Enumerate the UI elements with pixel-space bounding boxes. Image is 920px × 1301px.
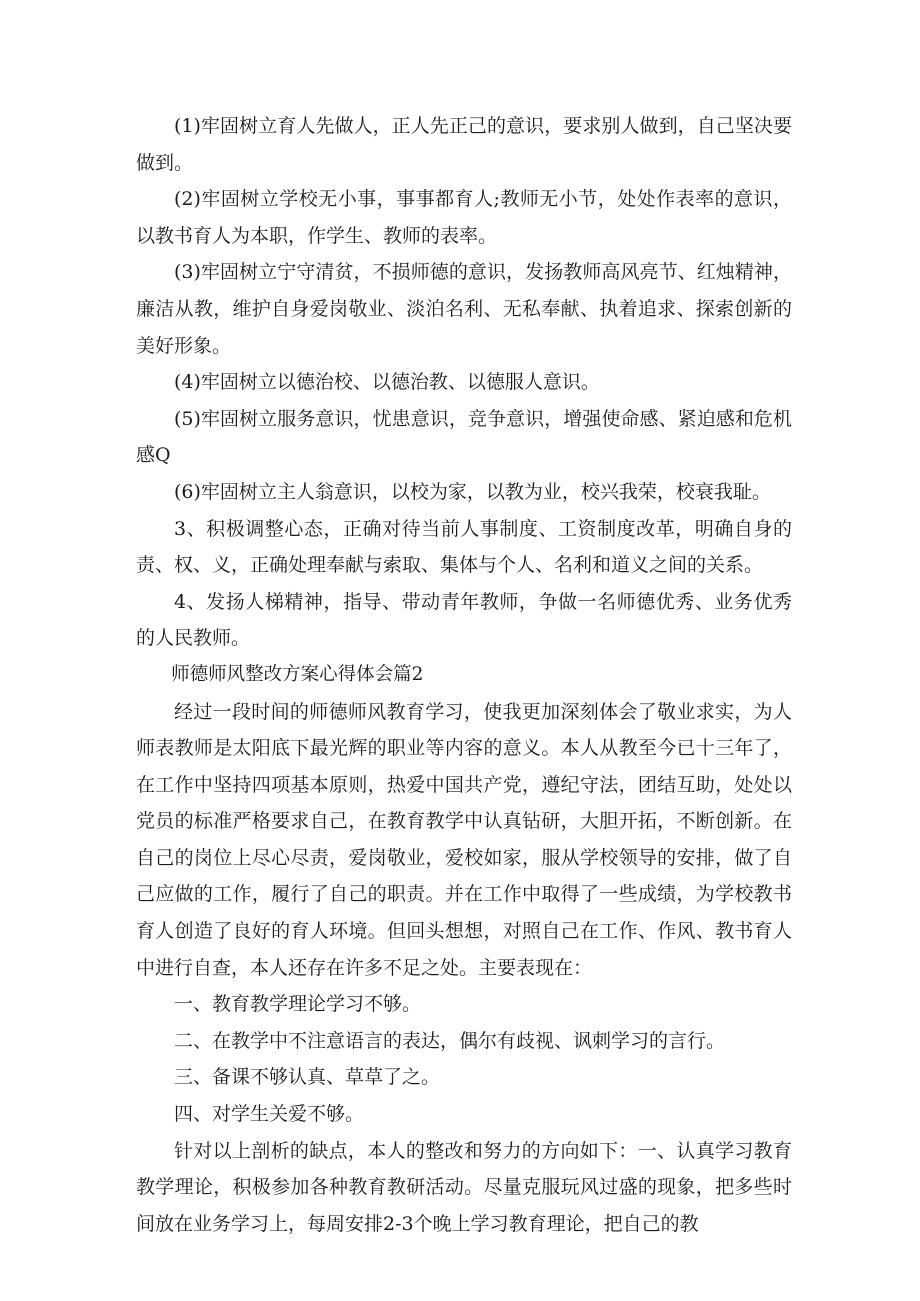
paragraph-point-4: 4、发扬人梯精神，指导、带动青年教师，争做一名师德优秀、业务优秀的人民教师。 [136,590,792,650]
paragraph-intro: 经过一段时间的师德师风教育学习，使我更加深刻体会了敬业求实，为人师表教师是太阳底下最光辉的职业等内容的意义。本人从教至今已十三年了，在工作中坚持四项基本原则，热爱中国共产党，遵纪守法，团结互助，处处以党员的标准严格要求自己，在教育教学中认真钻研，大胆开拓，不断创新。在自己的岗位上尽心尽责，爱岗敬业，爱校如家，服从学校领导的安排，做了自己应做的工作，履行了自己的职责。并在工作中取得了一些成绩，为学校教书育人创造了良好的育人环境。但回头想想，对照自己在工作、作风、教书育人中进行自查，本人还存在许多不足之处。主要表现在： [136,700,792,979]
paragraph-issue-3: 三、备课不够认真、草草了之。 [174,1066,441,1089]
paragraph-issue-4: 四、对学生关爱不够。 [174,1103,365,1126]
paragraph-item-2: (2)牢固树立学校无小事，事事都育人;教师无小节，处处作表率的意识，以教书育人为本职，作学生、教师的表率。 [136,188,792,247]
paragraph-issue-1: 一、教育教学理论学习不够。 [174,993,422,1016]
paragraph-remedy: 针对以上剖析的缺点，本人的整改和努力的方向如下：一、认真学习教育教学理论，积极参加各种教育教研活动。尽量克服玩风过盛的现象，把多些时间放在业务学习上，每周安排2-3个晚上学习教育理论，把自己的教 [136,1139,792,1235]
paragraph-point-3: 3、积极调整心态，正确对待当前人事制度、工资制度改革，明确自身的责、权、义，正确处理奉献与索取、集体与个人、名利和道义之间的关系。 [136,517,792,577]
paragraph-item-3: (3)牢固树立宁守清贫，不损师德的意识，发扬教师高风亮节、红烛精神，廉洁从教，维护自身爱岗敬业、淡泊名利、无私奉献、执着追求、探索创新的美好形象。 [136,261,792,357]
paragraph-item-5: (5)牢固树立服务意识，忧患意识，竞争意识，增强使命感、紧迫感和危机感Q [136,407,792,467]
paragraph-issue-2: 二、在教学中不注意语言的表达，偶尔有歧视、讽刺学习的言行。 [174,1029,726,1052]
paragraph-item-4: (4)牢固树立以德治校、以德治教、以德服人意识。 [174,371,600,394]
document-body [136,108,792,1242]
paragraph-item-6: (6)牢固树立主人翁意识，以校为家，以教为业，校兴我荣，校衰我耻。 [174,480,771,503]
section-heading: 师德师风整改方案心得体会篇2 [171,663,424,685]
paragraph-item-1: (1)牢固树立育人先做人，正人先正己的意识，要求别人做到，自己坚决要做到。 [136,115,792,174]
